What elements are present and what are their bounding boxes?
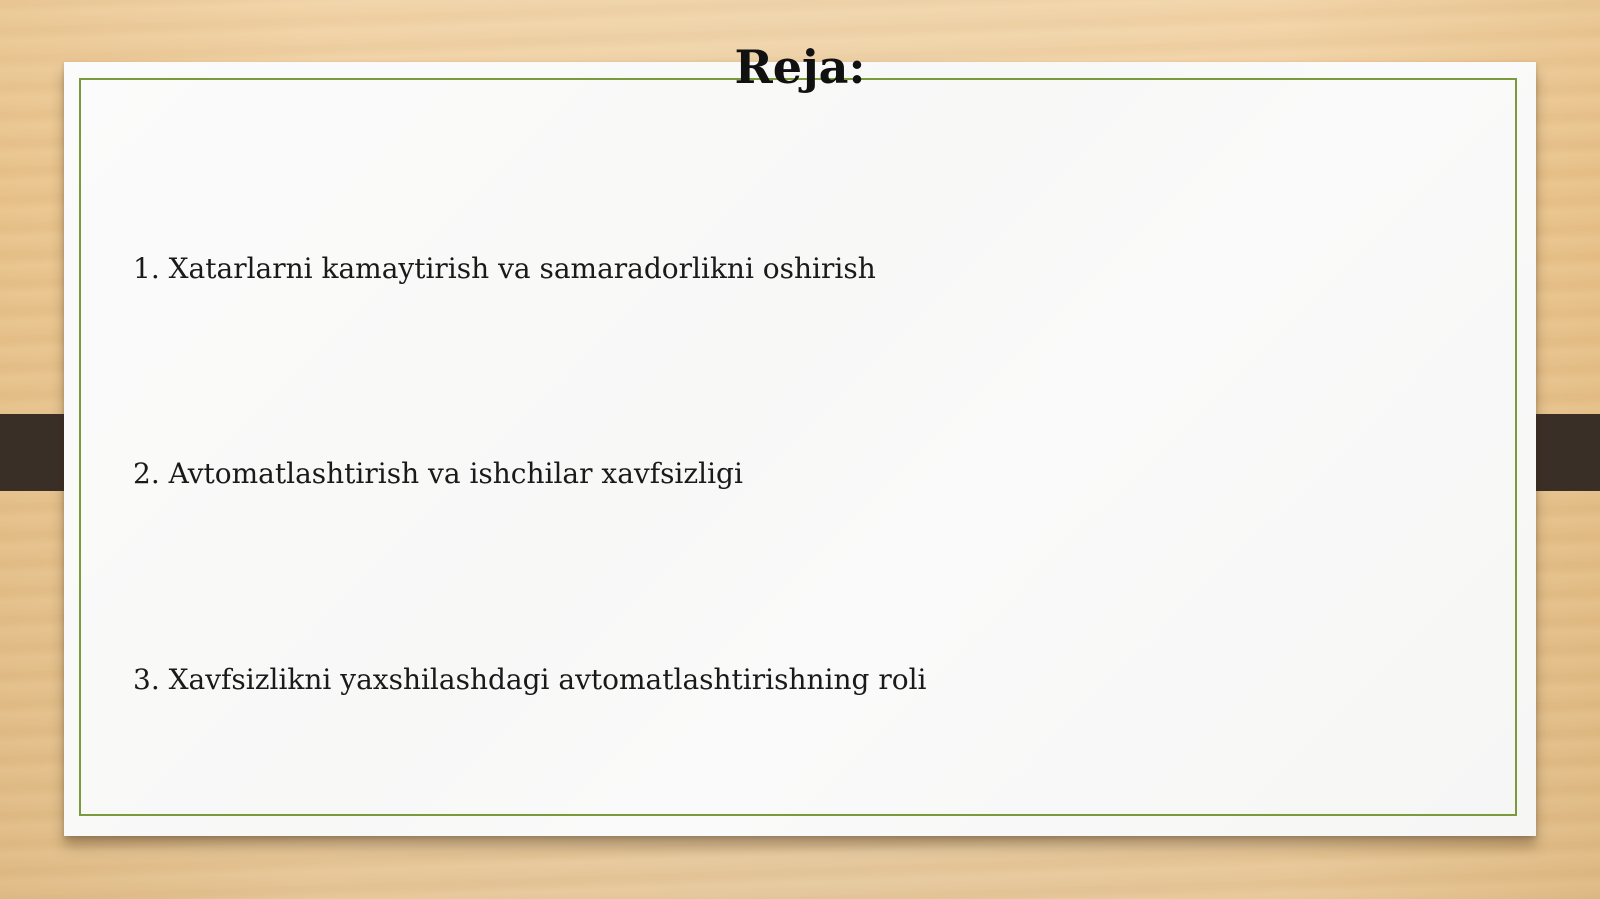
plan-item-1: 1. Xatarlarni kamaytirish va samaradorlikni oshirish (133, 252, 876, 285)
plan-item-2: 2. Avtomatlashtirish va ishchilar xavfsizligi (133, 457, 743, 490)
slide-frame (79, 78, 1517, 816)
slide-title: Reja: (734, 40, 866, 94)
plan-item-3: 3. Xavfsizlikni yaxshilashdagi avtomatlashtirishning roli (133, 663, 927, 696)
